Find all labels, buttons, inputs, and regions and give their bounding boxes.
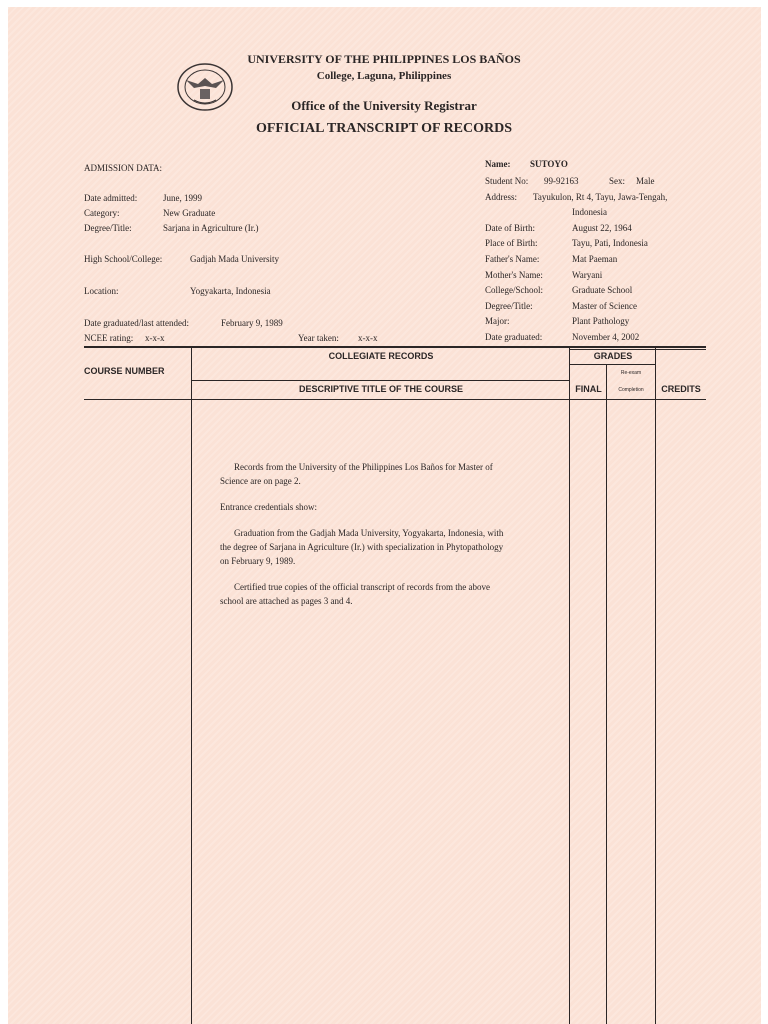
address-line2: Indonesia [572, 207, 607, 217]
course-number-column-rule [191, 348, 192, 1024]
address-line1: Tayukulon, Rt 4, Tayu, Jawa-Tengah, [533, 192, 668, 202]
major-value: Plant Pathology [572, 316, 630, 326]
college-label: College/School: [485, 285, 543, 295]
date-admitted-value: June, 1999 [163, 193, 202, 203]
pob-value: Tayu, Pati, Indonesia [572, 238, 648, 248]
major-label: Major: [485, 316, 510, 326]
sex-label: Sex: [609, 176, 626, 186]
location-label: Location: [84, 286, 119, 296]
completion-header: Completion [618, 387, 644, 393]
sex-value: Male [636, 176, 655, 186]
collegiate-records-header: COLLEGIATE RECORDS [328, 351, 434, 361]
mother-label: Mother's Name: [485, 270, 543, 280]
remarks-paragraph-records: Records from the University of the Philippines Los Baños for Master of Science are on page 2. [220, 462, 493, 486]
university-location: College, Laguna, Philippines [316, 70, 452, 82]
dob-value: August 22, 1964 [572, 223, 632, 233]
father-value: Mat Paeman [572, 254, 618, 264]
table-top-rule [84, 346, 706, 348]
descriptive-title-header: DESCRIPTIVE TITLE OF THE COURSE [298, 384, 463, 394]
name-value: SUTOYO [530, 159, 568, 169]
pob-label: Place of Birth: [485, 238, 538, 248]
credits-header: CREDITS [661, 384, 701, 394]
date-admitted-label: Date admitted: [84, 193, 138, 203]
course-number-header: COURSE NUMBER [84, 366, 165, 376]
ncee-label: NCEE rating: [84, 333, 134, 343]
year-taken-label: Year taken: [298, 333, 339, 343]
admission-graduated-label: Date graduated/last attended: [84, 318, 189, 328]
admission-heading: ADMISSION DATA: [84, 163, 163, 173]
school-label: High School/College: [84, 254, 163, 264]
university-name: UNIVERSITY OF THE PHILIPPINES LOS BAÑOS [247, 52, 521, 66]
document-title: OFFICIAL TRANSCRIPT OF RECORDS [255, 121, 513, 136]
remarks-paragraph-certified: Certified true copies of the official transcript of records from the above school are attached as pages 3 and 4. [220, 582, 490, 606]
records-subrule [192, 380, 570, 381]
final-header: FINAL [575, 384, 602, 394]
grades-subrule [570, 364, 656, 365]
final-column-rule [569, 348, 570, 1024]
student-degree-label: Degree/Title: [485, 301, 533, 311]
credits-column-rule [655, 348, 656, 1024]
completion-column-rule [606, 364, 607, 1024]
student-graduated-label: Date graduated: [485, 332, 543, 342]
student-no-value: 99-92163 [544, 176, 579, 186]
remarks-paragraph-credentials: Entrance credentials show: [220, 502, 317, 512]
address-label: Address: [485, 192, 517, 202]
year-taken-value: x-x-x [358, 333, 378, 343]
table-top-rule-right [570, 349, 706, 350]
mother-value: Waryani [572, 270, 603, 280]
registrar-office: Office of the University Registrar [291, 98, 477, 113]
category-value: New Graduate [163, 208, 216, 218]
student-degree-value: Master of Science [572, 301, 637, 311]
school-value: Gadjah Mada University [190, 254, 279, 264]
admission-graduated-value: February 9, 1989 [221, 318, 283, 328]
remarks-paragraph-graduation: Graduation from the Gadjah Mada University, Yogyakarta, Indonesia, with the degree of Sarjana in Agriculture (Ir.) with specialization in Phytopathology on February 9, 1989. [220, 528, 504, 566]
college-value: Graduate School [572, 285, 633, 295]
table-header-bottom-rule [84, 399, 706, 400]
student-graduated-value: November 4, 2002 [572, 332, 640, 342]
ncee-value: x-x-x [145, 333, 165, 343]
admission-degree-label: Degree/Title: [84, 223, 132, 233]
reexam-header: Re-exam [620, 370, 642, 376]
grades-header: GRADES [593, 351, 633, 361]
remarks-block [220, 460, 510, 620]
location-value: Yogyakarta, Indonesia [190, 286, 271, 296]
father-label: Father's Name: [485, 254, 540, 264]
name-label: Name: [485, 159, 511, 169]
admission-degree-value: Sarjana in Agriculture (Ir.) [163, 223, 259, 233]
category-label: Category: [84, 208, 120, 218]
student-no-label: Student No: [485, 176, 529, 186]
dob-label: Date of Birth: [485, 223, 535, 233]
